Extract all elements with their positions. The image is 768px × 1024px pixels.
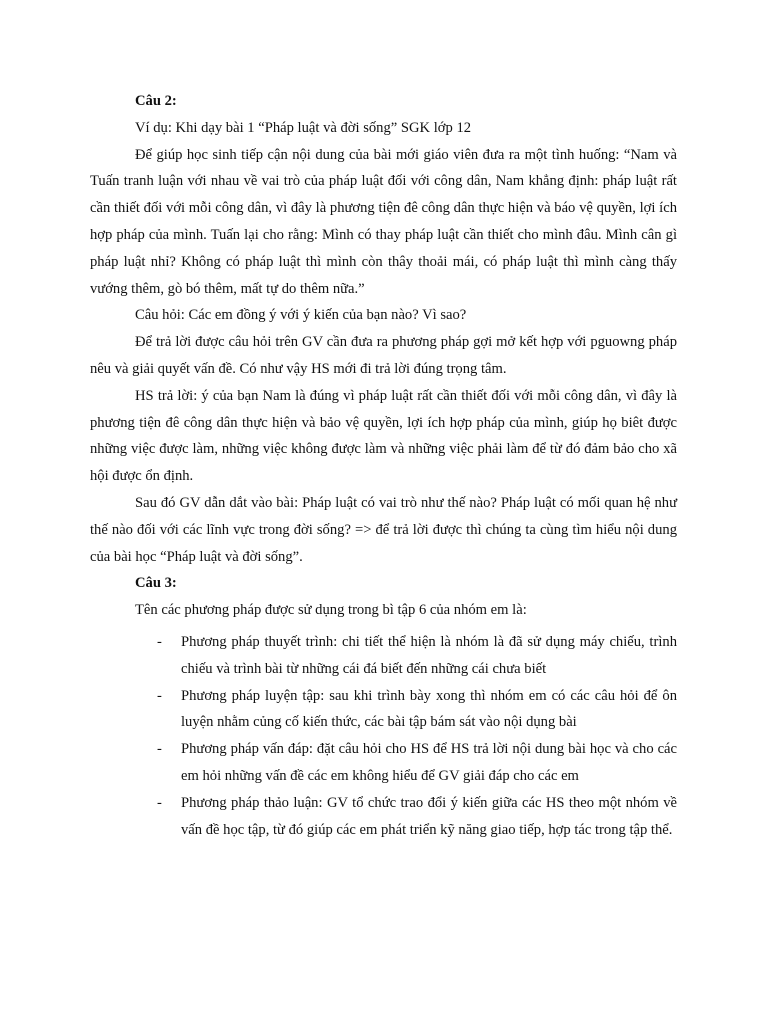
list-item [90, 790, 677, 844]
dash-bullet: - [157, 741, 162, 758]
list-item-text: Phương pháp luyện tập: sau khi trình bày xong thì nhóm em có các câu hỏi để ôn luyện nhằm củng cố kiến thức, các bài tập bám sát vào nội dụng bài [181, 687, 677, 731]
example-line: Ví dụ: Khi dạy bài 1 “Pháp luật và đời sống” SGK lớp 12 [135, 119, 472, 136]
methods-list [90, 629, 677, 843]
list-item [90, 736, 677, 790]
dash-bullet: - [157, 687, 162, 704]
document-body [90, 88, 677, 843]
question-3-heading: Câu 3: [135, 575, 177, 592]
dash-bullet: - [157, 794, 162, 811]
lead-in-paragraph: Sau đó GV dẫn dắt vào bài: Pháp luật có vai trò như thế nào? Pháp luật có mối quan hệ như thế nào đối với các lĩnh vực trong đời sống? => để trả lời được thì chúng ta cùng tìm hiểu nội dung của bài học “Pháp luật và đời sống”. [90, 494, 677, 565]
dash-bullet: - [157, 633, 162, 650]
situation-paragraph: Để giúp học sinh tiếp cận nội dung của bài mới giáo viên đưa ra một tình huống: “Nam và Tuấn tranh luận với nhau về vai trò của pháp luật đối với công dân, Nam khẳng định: pháp luật rất cần thiết đối với mỗi công dân, vì đây là phương tiện đê công dân thực hiện và báo vệ quyền, lợi ích hợp pháp của mình. Tuấn lại cho rằng: Mình có thay pháp luật cần thiết cho mình đâu. Mình cân gì pháp luật nhỉ? Không có pháp luật thì mình còn thây thoải mái, có pháp luật thì mình càng thấy vướng thêm, gò bó thêm, mất tự do thêm nữa.” [90, 146, 677, 297]
list-item [90, 629, 677, 683]
method-paragraph: Để trả lời được câu hỏi trên GV cần đưa ra phương pháp gợi mở kết hợp với pguowng pháp nêu và giải quyết vấn đề. Có như vậy HS mới đi trả lời đúng trọng tâm. [90, 334, 677, 377]
methods-intro: Tên các phương pháp được sử dụng trong bì tập 6 của nhóm em là: [135, 602, 527, 619]
list-item [90, 683, 677, 737]
question-2-heading: Câu 2: [135, 93, 177, 109]
list-item-text: Phương pháp vấn đáp: đặt câu hỏi cho HS để HS trả lời nội dung bài học và cho các em hỏi những vấn đề các em không hiểu để GV giải đáp cho các em [181, 741, 677, 784]
list-item-text: Phương pháp thảo luận: GV tổ chức trao đổi ý kiến giữa các HS theo một nhóm về vấn đề học tập, từ đó giúp các em phát triển kỹ năng giao tiếp, hợp tác trong tập thể. [181, 794, 677, 838]
answer-paragraph: HS trả lời: ý của bạn Nam là đúng vì pháp luật rất cần thiết đối với mỗi công dân, vì đây là phương tiện đê công dân thực hiện và bảo vệ quyền, lợi ích hợp pháp của mình, giúp họ biêt được những việc được làm, những việc không được làm và những việc phải làm để từ đó đảm bảo cho xã hội được ổn định. [90, 387, 677, 485]
list-item-text: Phương pháp thuyết trình: chi tiết thể hiện là nhóm là đã sử dụng máy chiếu, trình chiếu và trình bài từ những cái đá biết đến những cái chưa biết [181, 633, 677, 677]
question-paragraph: Câu hỏi: Các em đồng ý với ý kiến của bạn nào? Vì sao? [135, 307, 467, 324]
